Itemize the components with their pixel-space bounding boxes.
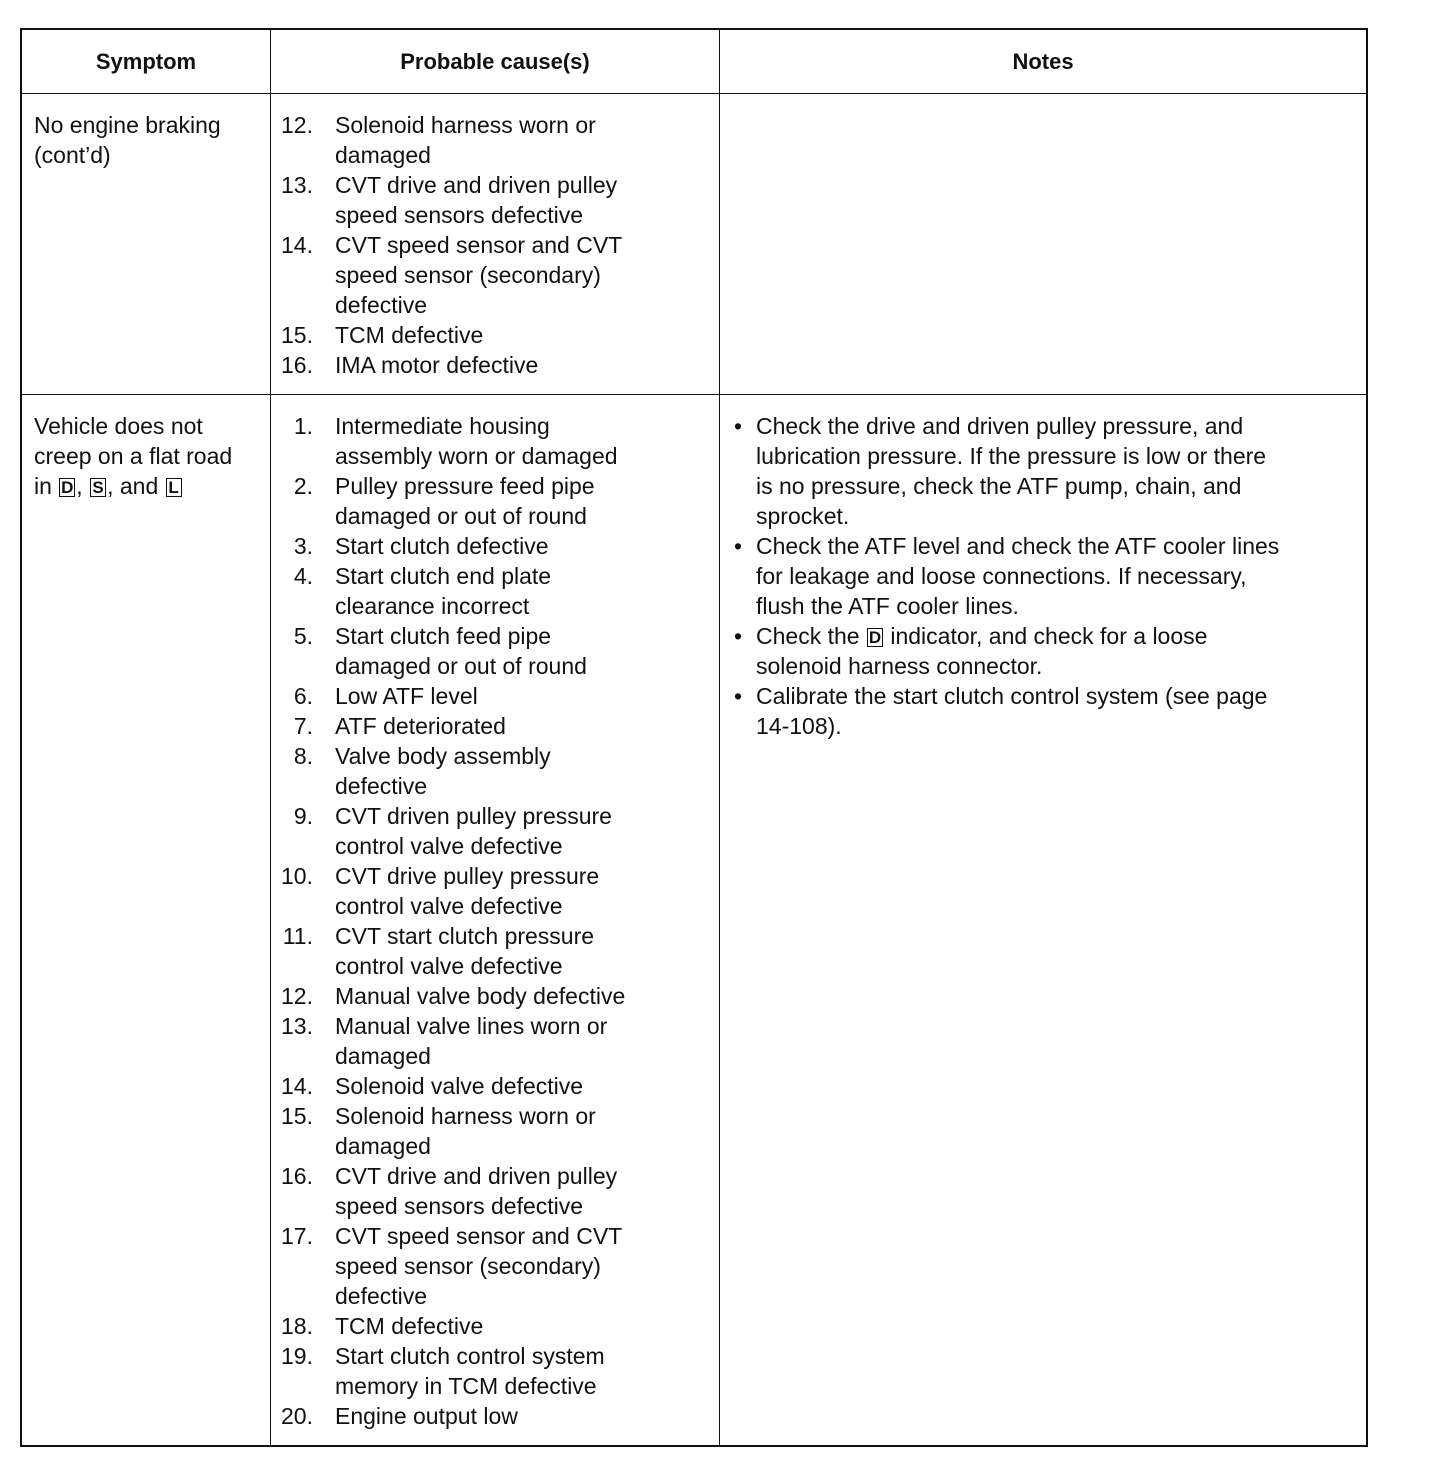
cause-number: 3. (293, 533, 313, 559)
symptom-text-main: Vehicle does not creep on a flat road in (34, 413, 233, 499)
notes-cell (720, 395, 1366, 1445)
cause-number: 16. (281, 352, 313, 378)
list-item (734, 621, 1348, 681)
cause-number: 6. (293, 683, 313, 709)
list-item (271, 1071, 711, 1101)
list-item (271, 621, 711, 681)
d-position-icon: D (61, 478, 74, 497)
cause-number: 13. (281, 172, 313, 198)
symptom-separator: , and (107, 473, 165, 499)
cause-text: Valve body assembly defective (335, 743, 551, 799)
list-item (271, 921, 711, 981)
list-item (271, 561, 711, 621)
list-item (734, 531, 1348, 621)
list-item (271, 170, 711, 230)
cause-number: 1. (293, 413, 313, 439)
list-item (271, 861, 711, 921)
cause-text: Manual valve lines worn or damaged (335, 1013, 608, 1069)
list-item (271, 1401, 711, 1431)
cause-text: CVT drive pulley pressure control valve defective (335, 863, 600, 919)
header-notes: Notes (1012, 48, 1074, 74)
note-text (756, 621, 1348, 681)
cause-number: 7. (293, 713, 313, 739)
cause-text: Start clutch defective (335, 533, 549, 559)
cause-text: CVT speed sensor and CVT speed sensor (secondary) defective (335, 232, 623, 318)
cause-text: CVT driven pulley pressure control valve defective (335, 803, 612, 859)
list-item (271, 1341, 711, 1401)
list-item (734, 411, 1348, 531)
list-item (271, 741, 711, 801)
list-item (271, 681, 711, 711)
note-text-part: indicator, and check for a loose solenoid harness connector. (756, 623, 1208, 679)
list-item (271, 711, 711, 741)
l-position-icon: L (166, 478, 182, 497)
note-text: Check the drive and driven pulley pressure, and lubrication pressure. If the pressure is low or there is no pressure, check the ATF pump, chain, and sprocket. (756, 413, 1267, 529)
cause-number: 19. (281, 1343, 313, 1369)
cause-number: 20. (281, 1403, 313, 1429)
list-item (271, 350, 711, 380)
cause-text: Start clutch feed pipe damaged or out of round (335, 623, 587, 679)
cause-list (271, 94, 719, 380)
note-text: Calibrate the start clutch control system (see page 14-108). (756, 683, 1268, 739)
bullet-icon: • (734, 533, 743, 559)
cause-text: Engine output low (335, 1403, 518, 1429)
symptom-separator: , (76, 473, 90, 499)
cause-number: 4. (293, 563, 313, 589)
cause-text: Intermediate housing assembly worn or damaged (335, 413, 618, 469)
cause-text: ATF deteriorated (335, 713, 506, 739)
cause-number: 16. (281, 1163, 313, 1189)
note-text: Check the ATF level and check the ATF cooler lines for leakage and loose connections. If necessary, flush the ATF cooler lines. (756, 533, 1280, 619)
cause-text: CVT drive and driven pulley speed sensors defective (335, 172, 618, 228)
list-item (271, 411, 711, 471)
cause-text: TCM defective (335, 322, 484, 348)
list-item (271, 320, 711, 350)
d-indicator-icon: D (868, 628, 882, 647)
cause-number: 2. (293, 473, 313, 499)
bullet-icon: • (734, 683, 743, 709)
cause-text: Manual valve body defective (335, 983, 626, 1009)
cause-text: Solenoid harness worn or damaged (335, 112, 596, 168)
list-item (271, 1311, 711, 1341)
list-item (271, 1011, 711, 1071)
list-item (271, 1161, 711, 1221)
list-item (271, 531, 711, 561)
cause-text: Solenoid valve defective (335, 1073, 584, 1099)
cause-number: 15. (281, 322, 313, 348)
cause-number: 8. (293, 743, 313, 769)
cause-number: 15. (281, 1103, 313, 1129)
list-item (271, 1221, 711, 1311)
symptom-text: No engine braking (cont’d) (34, 112, 221, 168)
header-probable-causes: Probable cause(s) (271, 30, 720, 93)
list-item (734, 681, 1348, 741)
header-symptom: Symptom (22, 30, 271, 93)
list-item (271, 230, 711, 320)
cause-number: 14. (281, 232, 313, 258)
cause-text: CVT speed sensor and CVT speed sensor (secondary) defective (335, 1223, 623, 1309)
list-item (271, 110, 711, 170)
cause-text: IMA motor defective (335, 352, 539, 378)
cause-number: 18. (281, 1313, 313, 1339)
cause-text: CVT drive and driven pulley speed sensors defective (335, 1163, 618, 1219)
cause-number: 17. (281, 1223, 313, 1249)
cause-number: 11. (282, 923, 313, 949)
notes-list (720, 395, 1366, 741)
cause-list (271, 395, 719, 1431)
causes-cell (271, 94, 720, 394)
table-row (22, 94, 1366, 395)
s-position-icon: S (90, 478, 106, 497)
troubleshooting-table (20, 28, 1368, 1447)
cause-number: 9. (293, 803, 313, 829)
symptom-cell (22, 94, 271, 394)
cause-text: Solenoid harness worn or damaged (335, 1103, 596, 1159)
cause-number: 10. (281, 863, 313, 889)
symptom-text (22, 395, 270, 501)
table-row (22, 395, 1366, 1445)
note-text-part: Check the (756, 623, 866, 649)
cause-text: TCM defective (335, 1313, 484, 1339)
list-item (271, 1101, 711, 1161)
cause-text: CVT start clutch pressure control valve defective (335, 923, 595, 979)
bullet-icon: • (734, 623, 743, 649)
list-item (271, 801, 711, 861)
cause-text: Pulley pressure feed pipe damaged or out of round (335, 473, 595, 529)
cause-text: Start clutch end plate clearance incorrect (335, 563, 552, 619)
cause-text: Start clutch control system memory in TCM defective (335, 1343, 605, 1399)
bullet-icon: • (734, 413, 743, 439)
symptom-cell (22, 395, 271, 1445)
cause-text: Low ATF level (335, 683, 478, 709)
cause-number: 13. (281, 1013, 313, 1039)
cause-number: 12. (281, 983, 313, 1009)
notes-cell (720, 94, 1366, 394)
cause-number: 5. (293, 623, 313, 649)
cause-number: 12. (281, 112, 313, 138)
causes-cell (271, 395, 720, 1445)
cause-number: 14. (281, 1073, 313, 1099)
list-item (271, 471, 711, 531)
list-item (271, 981, 711, 1011)
table-header-row (22, 30, 1366, 94)
